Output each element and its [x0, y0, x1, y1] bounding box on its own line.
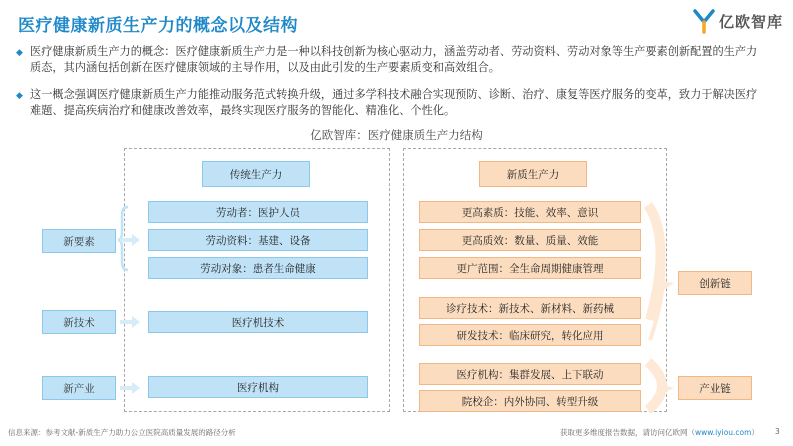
label-new-industry: 新产业 [42, 376, 116, 400]
label-new-elements: 新要素 [42, 229, 116, 253]
traditional-item-objects: 劳动对象：患者生命健康 [148, 257, 368, 279]
footer-source: 信息来源：参考文献-新质生产力助力公立医院高质量发展的路径分析 [8, 428, 236, 437]
label-new-tech: 新技术 [42, 310, 116, 334]
page-title: 医疗健康新质生产力的概念以及结构 [18, 16, 298, 36]
new-item-rd-tech: 研发技术：临床研究，转化应用 [419, 324, 641, 346]
label-industry-chain: 产业链 [678, 376, 752, 400]
new-item-efficiency: 更高质效：数量、质量、效能 [419, 229, 641, 251]
footer-more [560, 427, 759, 438]
bullet-text: 医疗健康新质生产力的概念：医疗健康新质生产力是一种以科技创新为核心驱动力，涵盖劳动者、劳动资料、劳动对象等生产要素创新配置的生产力质态，其内涵包括创新在医疗健康领域的主导作用，以及由此引发的生产要素质变和高效组合。 [30, 45, 758, 74]
traditional-item-workers: 劳动者：医护人员 [148, 201, 368, 223]
chart-title: 亿欧智库：医疗健康质生产力结构 [310, 128, 483, 142]
label-innovation-chain: 创新链 [678, 271, 752, 295]
new-item-collaboration: 院校企：内外协同、转型升级 [419, 390, 641, 412]
traditional-item-institution: 医疗机构 [148, 376, 368, 398]
traditional-item-materials: 劳动资料：基建、设备 [148, 229, 368, 251]
footer-close: ） [751, 428, 759, 437]
footer-more-text: 获取更多维度报告数据，请访问亿欧网（ [560, 428, 695, 437]
diamond-icon: ◆ [16, 91, 23, 101]
bullet-text: 这一概念强调医疗健康新质生产力能推动服务范式转换升级，通过多学科技术融合实现预防、诊断、治疗、康复等医疗服务的变革，致力于解决医疗难题、提高疾病治疗和健康改善效率，最终实现医疗服务的智能化、精准化、个性化。 [30, 88, 758, 117]
page-number: 3 [775, 427, 780, 436]
diamond-icon: ◆ [16, 48, 23, 58]
new-item-quality: 更高素质：技能、效率、意识 [419, 201, 641, 223]
new-item-diagnosis-tech: 诊疗技术：新技术、新材料、新药械 [419, 297, 641, 319]
footer-link[interactable]: www.iyiou.com [695, 428, 752, 437]
new-item-institution: 医疗机构：集群发展、上下联动 [419, 363, 641, 385]
new-header: 新质生产力 [479, 161, 587, 187]
logo-text: 亿欧智库 [719, 12, 784, 31]
traditional-item-tech: 医疗机技术 [148, 311, 368, 333]
traditional-header: 传统生产力 [202, 161, 310, 187]
new-item-scope: 更广范围：全生命周期健康管理 [419, 257, 641, 279]
